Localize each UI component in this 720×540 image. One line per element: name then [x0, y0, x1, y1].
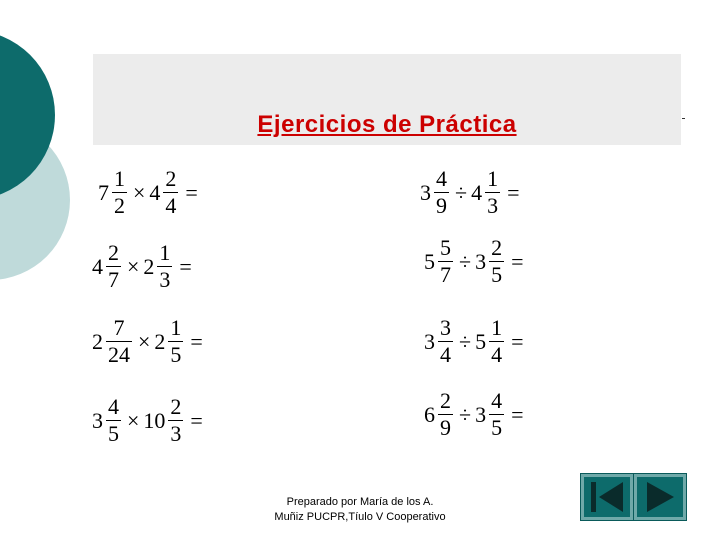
fraction: [157, 242, 172, 291]
denominator: 3: [170, 421, 182, 446]
exercise-6: [424, 317, 524, 366]
whole-number: 4: [471, 179, 483, 205]
numerator: 1: [159, 240, 171, 265]
denominator: 2: [114, 193, 125, 218]
fraction: [112, 168, 127, 217]
numerator: 2: [440, 388, 451, 413]
title-band: [93, 54, 681, 145]
whole-number: 3: [475, 248, 487, 274]
equals-sign: =: [190, 328, 203, 354]
whole-number: 10: [143, 407, 166, 433]
fraction: [168, 396, 183, 445]
operator: ×: [127, 253, 140, 279]
decorative-circles: [0, 0, 100, 300]
numerator: 4: [491, 388, 503, 413]
whole-number: 5: [424, 248, 435, 274]
whole-number: 3: [420, 179, 431, 205]
numerator: 1: [487, 166, 499, 191]
equals-sign: =: [507, 179, 520, 205]
fraction: [438, 390, 453, 439]
numerator: 4: [108, 394, 119, 419]
whole-number: 2: [143, 253, 155, 279]
numerator: 2: [108, 240, 119, 265]
equals-sign: =: [179, 253, 192, 279]
slide-title: Ejercicios de Práctica: [257, 111, 517, 138]
operator: ×: [138, 328, 151, 354]
whole-number: 5: [475, 328, 487, 354]
denominator: 3: [159, 267, 171, 292]
denominator: 4: [491, 342, 503, 367]
numerator: 1: [491, 315, 503, 340]
numerator: 1: [170, 315, 182, 340]
denominator: 5: [108, 421, 119, 446]
denominator: 9: [440, 415, 451, 440]
fraction: [438, 237, 453, 286]
fraction: [485, 168, 500, 217]
whole-number: 3: [475, 401, 487, 427]
fraction: [106, 317, 132, 366]
denominator: 4: [440, 342, 451, 367]
title-mark: [682, 118, 685, 119]
operator: ÷: [459, 401, 472, 427]
fraction: [489, 237, 504, 286]
fraction: [106, 396, 121, 445]
denominator: 9: [436, 193, 447, 218]
equals-sign: =: [511, 328, 524, 354]
denominator: 7: [108, 267, 119, 292]
fraction: [489, 390, 504, 439]
exercise-1: [98, 168, 198, 217]
denominator: 5: [491, 262, 503, 287]
fraction: [106, 242, 121, 291]
fraction: [168, 317, 183, 366]
whole-number: 2: [92, 328, 103, 354]
denominator: 3: [487, 193, 499, 218]
whole-number: 6: [424, 401, 435, 427]
whole-number: 3: [92, 407, 103, 433]
exercise-7: [92, 396, 203, 445]
numerator: 2: [165, 166, 177, 191]
exercise-3: [92, 242, 192, 291]
next-slide-button[interactable]: [633, 473, 687, 521]
operator: ÷: [459, 248, 472, 274]
exercise-2: [420, 168, 520, 217]
whole-number: 3: [424, 328, 435, 354]
footer-line-1: Preparado por María de los A.: [286, 496, 434, 508]
fraction: [434, 168, 449, 217]
denominator: 4: [165, 193, 177, 218]
fraction: [489, 317, 504, 366]
numerator: 4: [436, 166, 447, 191]
numerator: 5: [440, 235, 451, 260]
numerator: 3: [440, 315, 451, 340]
exercise-4: [424, 237, 524, 286]
footer-credit: [250, 495, 470, 525]
denominator: 5: [491, 415, 503, 440]
skip-to-start-icon: [581, 474, 633, 520]
equals-sign: =: [185, 179, 198, 205]
footer-line-2: Muñiz PUCPR,Tíulo V Cooperativo: [274, 511, 446, 523]
fraction: [438, 317, 453, 366]
fraction: [163, 168, 178, 217]
whole-number: 7: [98, 179, 109, 205]
equals-sign: =: [190, 407, 203, 433]
previous-slide-button[interactable]: [580, 473, 634, 521]
denominator: 7: [440, 262, 451, 287]
operator: ÷: [459, 328, 472, 354]
whole-number: 4: [149, 179, 161, 205]
numerator: 1: [114, 166, 125, 191]
equals-sign: =: [511, 401, 524, 427]
denominator: 24: [108, 342, 130, 367]
play-next-icon: [634, 474, 686, 520]
exercise-5: [92, 317, 203, 366]
equals-sign: =: [511, 248, 524, 274]
exercise-8: [424, 390, 524, 439]
operator: ×: [133, 179, 146, 205]
whole-number: 4: [92, 253, 103, 279]
whole-number: 2: [154, 328, 166, 354]
operator: ×: [127, 407, 140, 433]
numerator: 7: [113, 315, 125, 340]
operator: ÷: [455, 179, 468, 205]
denominator: 5: [170, 342, 182, 367]
numerator: 2: [491, 235, 503, 260]
numerator: 2: [170, 394, 182, 419]
